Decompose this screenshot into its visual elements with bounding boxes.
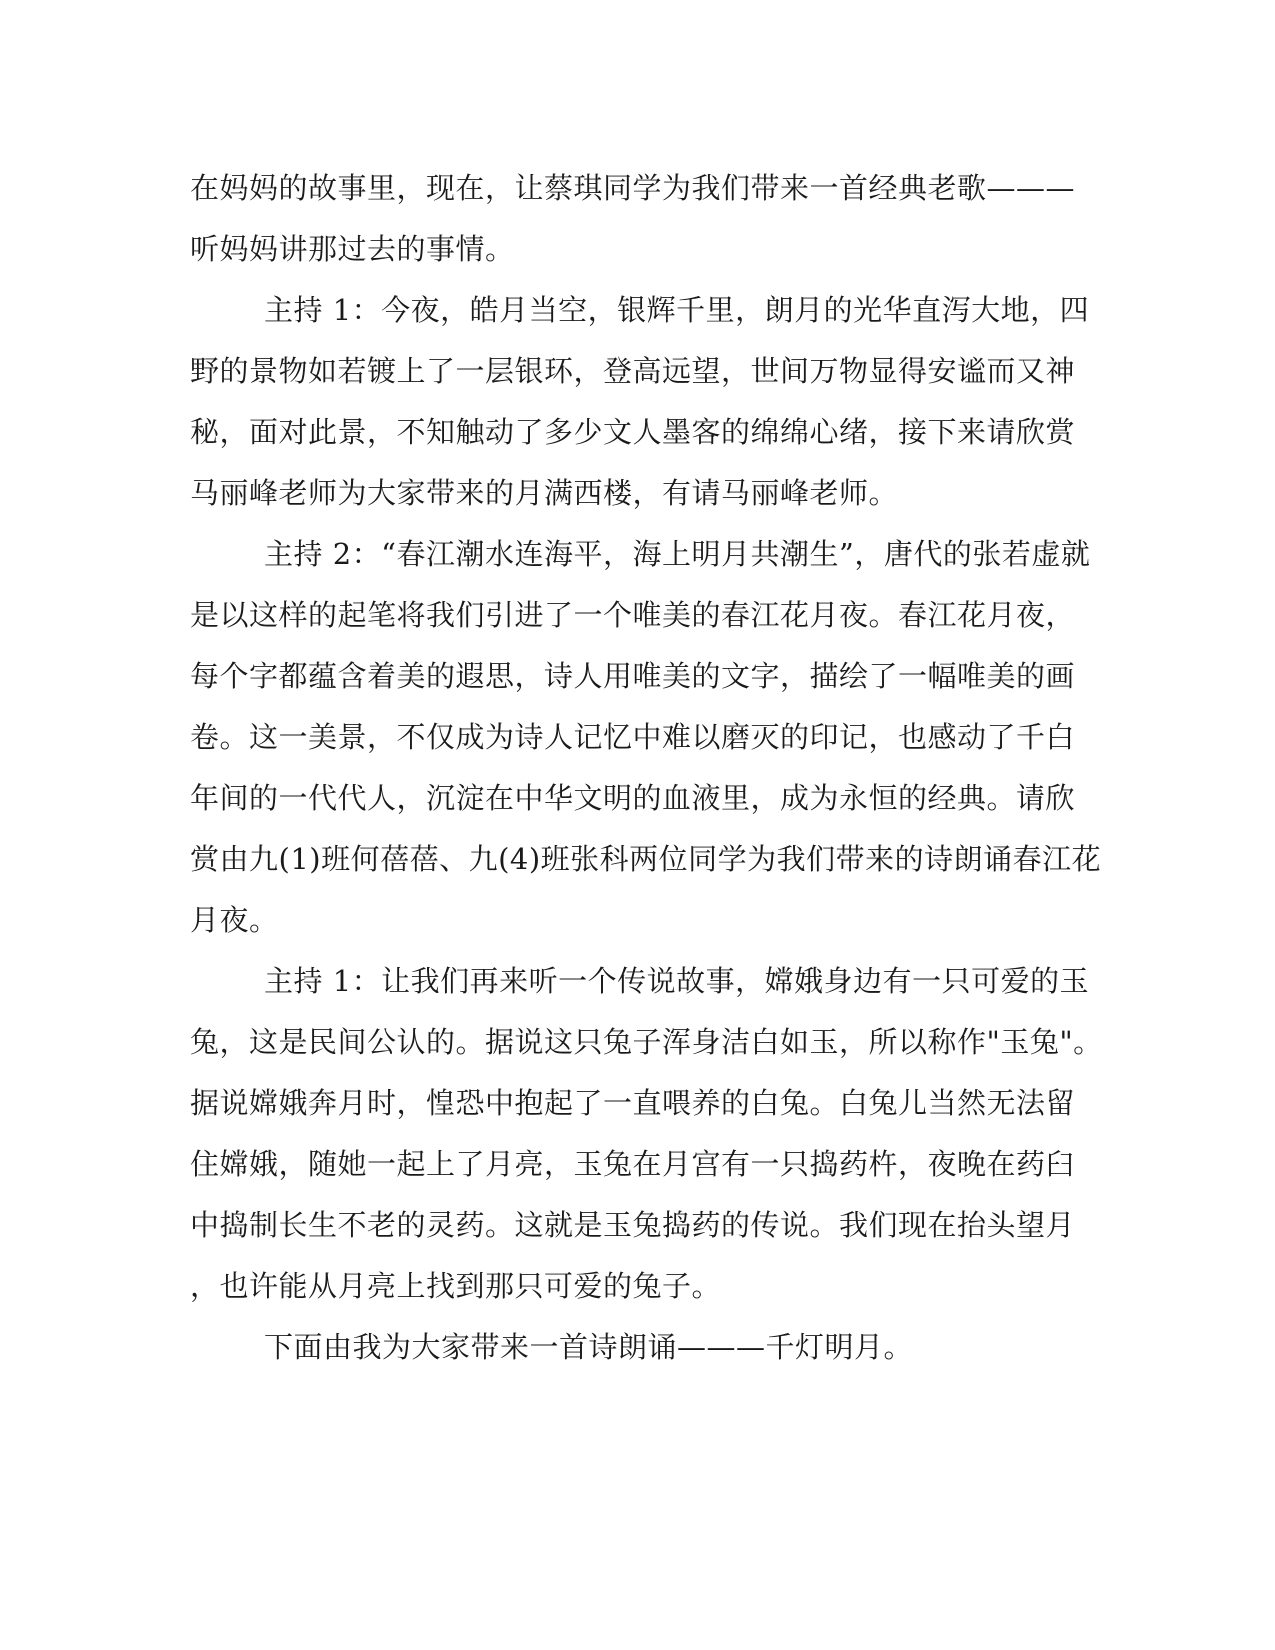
text-line: 住嫦娥，随她一起上了月亮，玉兔在月宫有一只捣药杵，夜晚在药臼 [190,1147,1076,1181]
text-line: 主持 1：今夜，皓月当空，银辉千里，朗月的光华直泻大地，四 [264,293,1090,327]
text-line: 中捣制长生不老的灵药。这就是玉兔捣药的传说。我们现在抬头望月 [190,1208,1076,1242]
text-line: 主持 1：让我们再来听一个传说故事，嫦娥身边有一只可爱的玉 [264,964,1090,998]
text-line: 秘，面对此景，不知触动了多少文人墨客的绵绵心绪，接下来请欣赏 [190,415,1076,449]
text-line: 据说嫦娥奔月时，惶恐中抱起了一直喂养的白兔。白兔儿当然无法留 [190,1086,1076,1120]
text-line: 赏由九(1)班何蓓蓓、九(4)班张科两位同学为我们带来的诗朗诵春江花 [190,842,1102,876]
text-line: ，也许能从月亮上找到那只可爱的兔子。 [190,1269,722,1303]
text-line: 卷。这一美景，不仅成为诗人记忆中难以磨灭的印记，也感动了千白 [190,720,1076,754]
text-line: 下面由我为大家带来一首诗朗诵———千灯明月。 [264,1330,914,1364]
paragraph [190,524,1102,951]
text-line: 听妈妈讲那过去的事情。 [190,232,515,266]
paragraph [190,158,1080,280]
text-line: 年间的一代代人，沉淀在中华文明的血液里，成为永恒的经典。请欣 [190,781,1076,815]
paragraph [190,951,1103,1317]
text-line: 月夜。 [190,903,279,937]
text-line: 每个字都蕴含着美的遐思，诗人用唯美的文字，描绘了一幅唯美的画 [190,659,1076,693]
paragraph [190,280,1090,524]
text-line: 在妈妈的故事里，现在，让蔡琪同学为我们带来一首经典老歌——— [190,171,1076,205]
paragraph [190,1317,1080,1378]
text-line: 是以这样的起笔将我们引进了一个唯美的春江花月夜。春江花月夜， [190,598,1076,632]
text-line: 马丽峰老师为大家带来的月满西楼，有请马丽峰老师。 [190,476,899,510]
text-line: 野的景物如若镀上了一层银环，登高远望，世间万物显得安谧而又神 [190,354,1076,388]
text-line: 兔，这是民间公认的。据说这只兔子浑身洁白如玉，所以称作"玉兔"。 [190,1025,1103,1059]
text-line: 主持 2：“春江潮水连海平，海上明月共潮生”，唐代的张若虚就 [264,537,1091,571]
body-text [190,158,1103,1378]
